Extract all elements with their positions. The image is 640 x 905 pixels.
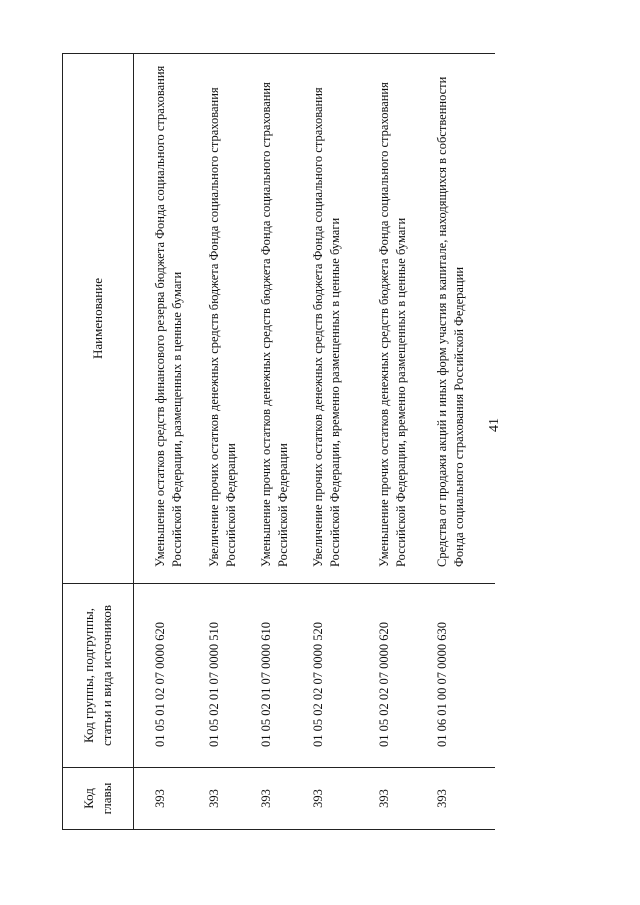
chapter-code-cell: 393 <box>134 768 207 830</box>
sources-table <box>62 53 495 830</box>
table-row <box>258 54 310 830</box>
rotated-page-content <box>62 10 522 830</box>
name-cell: Уменьшение остатков средств финансового резерва бюджета Фонда социального страхования Российской Федерации, размещенных в ценные бумаги <box>134 54 207 584</box>
table-header-row <box>63 54 134 830</box>
table-row <box>206 54 258 830</box>
group-code-cell: 01 05 02 02 07 0000 520 <box>310 584 376 768</box>
header-name: Наименование <box>63 54 134 584</box>
group-code-cell: 01 05 02 01 07 0000 510 <box>206 584 258 768</box>
name-cell: Уменьшение прочих остатков денежных средств бюджета Фонда социального страхования Российской Федерации, временно размещенных в ценные бумаги <box>376 54 434 584</box>
name-cell: Уменьшение прочих остатков денежных средств бюджета Фонда социального страхования Российской Федерации <box>258 54 310 584</box>
name-cell: Увеличение прочих остатков денежных средств бюджета Фонда социального страхования Российской Федерации, временно размещенных в ценные бумаги <box>310 54 376 584</box>
group-code-cell: 01 05 02 02 07 0000 620 <box>376 584 434 768</box>
header-group-code: Код группы, подгруппы, статьи и вида источников <box>63 584 134 768</box>
chapter-code-cell: 393 <box>258 768 310 830</box>
name-cell: Увеличение прочих остатков денежных средств бюджета Фонда социального страхования Российской Федерации <box>206 54 258 584</box>
page-number: 41 <box>487 418 502 432</box>
table-row <box>310 54 376 830</box>
chapter-code-cell: 393 <box>434 768 495 830</box>
group-code-cell: 01 05 01 02 07 0000 620 <box>134 584 207 768</box>
table-row <box>434 54 495 830</box>
chapter-code-cell: 393 <box>310 768 376 830</box>
header-chapter-code: Код главы <box>63 768 134 830</box>
table-row <box>134 54 207 830</box>
name-cell: Средства от продажи акций и иных форм участия в капитале, находящихся в собственности Фонда социального страхования Российской Федерации <box>434 54 495 584</box>
group-code-cell: 01 06 01 00 07 0000 630 <box>434 584 495 768</box>
chapter-code-cell: 393 <box>206 768 258 830</box>
table-row <box>376 54 434 830</box>
chapter-code-cell: 393 <box>376 768 434 830</box>
group-code-cell: 01 05 02 01 07 0000 610 <box>258 584 310 768</box>
